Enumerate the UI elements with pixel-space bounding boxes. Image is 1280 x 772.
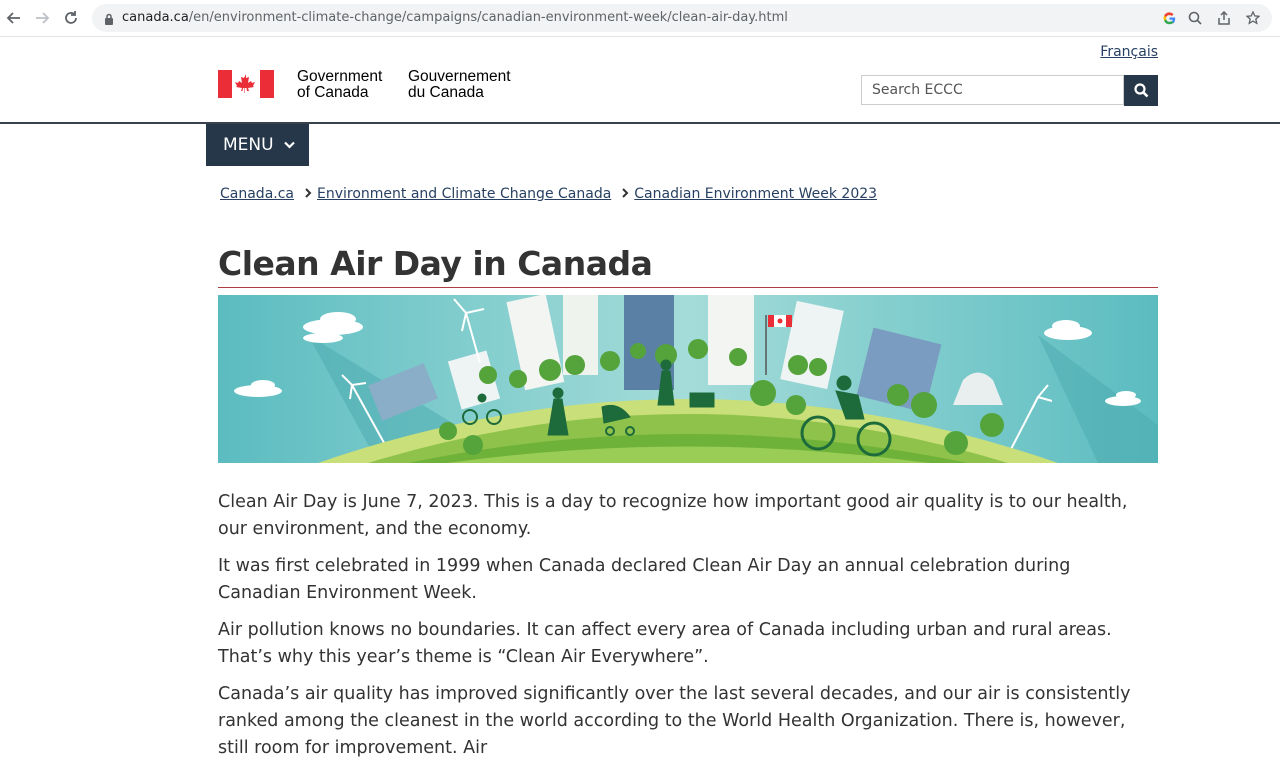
chevron-right-icon bbox=[305, 188, 312, 201]
breadcrumb-link-eccc[interactable]: Environment and Climate Change Canada bbox=[317, 186, 612, 202]
search-button[interactable] bbox=[1124, 75, 1158, 106]
reload-icon[interactable] bbox=[59, 6, 83, 30]
clean-air-banner-illustration bbox=[218, 295, 1158, 463]
search-input[interactable] bbox=[861, 75, 1124, 105]
breadcrumb-link-environment-week[interactable]: Canadian Environment Week 2023 bbox=[634, 186, 878, 202]
breadcrumb bbox=[220, 186, 877, 202]
menu-button[interactable] bbox=[206, 124, 309, 166]
signature-en-line2: of Canada bbox=[297, 84, 369, 101]
title-underline bbox=[218, 287, 1158, 288]
paragraph: Air pollution knows no boundaries. It can affect every area of Canada including urban and rural areas. That’s why this year’s theme is “Clean Air Everywhere”. bbox=[218, 620, 1112, 667]
bookmark-star-icon[interactable] bbox=[1244, 9, 1262, 27]
language-toggle-link[interactable]: Français bbox=[1100, 44, 1158, 60]
main-content bbox=[218, 489, 1158, 772]
canada-flag-icon[interactable] bbox=[218, 70, 274, 98]
paragraph: Canada’s air quality has improved significantly over the last several decades, and our air is consistently ranked among the cleanest in the world according to the World Health Organization. There is, however, still room for improvement. Air bbox=[218, 684, 1131, 758]
url-text[interactable]: canada.ca/en/environment-climate-change/campaigns/canadian-environment-week/clean-air-day.html bbox=[122, 10, 788, 25]
header-divider bbox=[0, 122, 1280, 124]
chevron-right-icon bbox=[622, 188, 629, 201]
menu-label: MENU bbox=[223, 135, 274, 155]
page-title: Clean Air Day in Canada bbox=[218, 244, 653, 283]
paragraph: Clean Air Day is June 7, 2023. This is a day to recognize how important good air quality is to our health, our environment, and the economy. bbox=[218, 492, 1128, 539]
share-icon[interactable] bbox=[1215, 9, 1233, 27]
government-signature-en bbox=[297, 69, 382, 101]
signature-fr-line1: Gouvernement bbox=[408, 68, 511, 85]
paragraph: It was first celebrated in 1999 when Canada declared Clean Air Day an annual celebration during Canadian Environment Week. bbox=[218, 556, 1071, 603]
chevron-down-icon bbox=[284, 138, 295, 152]
address-bar[interactable] bbox=[92, 4, 1272, 32]
government-signature-fr bbox=[408, 69, 511, 101]
forward-icon[interactable] bbox=[30, 6, 54, 30]
lock-icon[interactable] bbox=[104, 12, 114, 30]
back-icon[interactable] bbox=[2, 6, 26, 30]
zoom-icon[interactable] bbox=[1186, 9, 1204, 27]
search-icon bbox=[1134, 83, 1149, 98]
signature-en-line1: Government bbox=[297, 68, 383, 85]
browser-toolbar bbox=[0, 0, 1280, 37]
breadcrumb-link-canada[interactable]: Canada.ca bbox=[220, 186, 294, 202]
signature-fr-line2: du Canada bbox=[408, 84, 484, 101]
google-icon[interactable] bbox=[1160, 9, 1178, 27]
